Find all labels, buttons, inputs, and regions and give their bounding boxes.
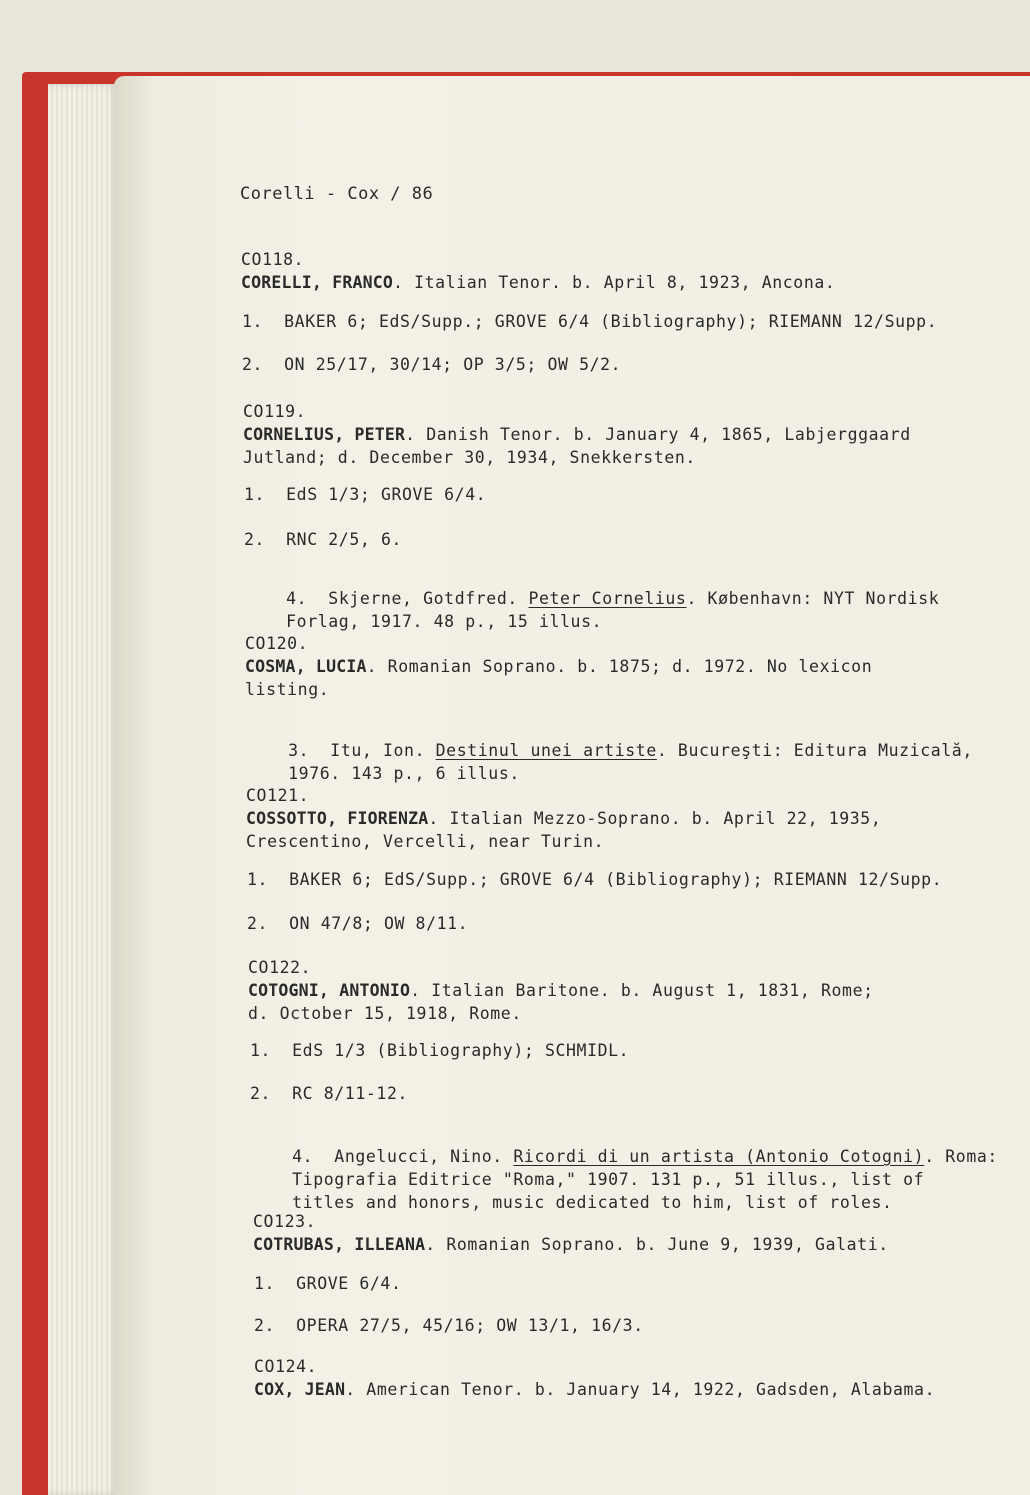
reference-line: 1. EdS 1/3 (Bibliography); SCHMIDL. bbox=[250, 1041, 630, 1060]
page-edges bbox=[48, 84, 120, 1495]
ref-number: 3. bbox=[288, 741, 310, 760]
book-details-cont: titles and honors, music dedicated to him, list of roles. bbox=[292, 1193, 893, 1212]
book-title: Ricordi di un artista (Antonio Cotogni) bbox=[513, 1147, 925, 1166]
entry-id: CO123. bbox=[253, 1212, 317, 1231]
entry-name: COX, JEAN bbox=[254, 1380, 346, 1399]
entry-description-cont: Crescentino, Vercelli, near Turin. bbox=[246, 832, 605, 851]
entry-description: . American Tenor. b. January 14, 1922, Gadsden, Alabama. bbox=[345, 1380, 936, 1399]
reference-line: 2. ON 47/8; OW 8/11. bbox=[247, 914, 469, 933]
entry-description: . Italian Mezzo-Soprano. b. April 22, 1935, bbox=[428, 809, 882, 828]
entry-id: CO118. bbox=[241, 250, 305, 269]
ref-number: 4. bbox=[292, 1147, 314, 1166]
entry-name: COSSOTTO, FIORENZA bbox=[246, 809, 429, 828]
entry-description: . Italian Tenor. b. April 8, 1923, Ancona. bbox=[393, 273, 836, 292]
entry-co122 bbox=[248, 956, 874, 1025]
book-publisher: . København: NYT Nordisk bbox=[686, 589, 940, 608]
book-details: Tipografia Editrice "Roma," 1907. 131 p., 51 illus., list of bbox=[292, 1170, 925, 1189]
book-publisher: . Roma: bbox=[924, 1147, 998, 1166]
running-head: Corelli - Cox / 86 bbox=[240, 184, 434, 204]
book-author: Itu, Ion. bbox=[330, 741, 436, 760]
entry-co119 bbox=[243, 400, 911, 469]
entry-id: CO119. bbox=[243, 402, 307, 421]
entry-id: CO121. bbox=[246, 786, 310, 805]
entry-co118 bbox=[241, 248, 835, 294]
entry-id: CO124. bbox=[254, 1357, 318, 1376]
entry-id: CO120. bbox=[245, 634, 309, 653]
entry-description: . Romanian Soprano. b. 1875; d. 1972. No lexicon bbox=[366, 657, 873, 676]
entry-description: . Romanian Soprano. b. June 9, 1939, Galati. bbox=[425, 1235, 889, 1254]
entry-name: CORELLI, FRANCO bbox=[241, 273, 394, 292]
entry-co120 bbox=[245, 632, 872, 701]
entry-co124 bbox=[254, 1355, 935, 1401]
book-details: Forlag, 1917. 48 p., 15 illus. bbox=[286, 612, 603, 631]
entry-name: COTRUBAS, ILLEANA bbox=[253, 1235, 426, 1254]
reference-line: 1. EdS 1/3; GROVE 6/4. bbox=[244, 485, 487, 504]
entry-name: CORNELIUS, PETER bbox=[243, 425, 406, 444]
entry-description: . Danish Tenor. b. January 4, 1865, Labjerggaard bbox=[405, 425, 911, 444]
ref-number: 4. bbox=[286, 589, 308, 608]
entry-co121 bbox=[246, 784, 881, 853]
reference-line: 2. RC 8/11-12. bbox=[250, 1084, 409, 1103]
entry-description-cont: listing. bbox=[245, 680, 330, 699]
reference-line: 2. ON 25/17, 30/14; OP 3/5; OW 5/2. bbox=[242, 355, 622, 374]
entry-id: CO122. bbox=[248, 958, 312, 977]
book-title: Destinul unei artiste bbox=[435, 741, 657, 760]
book-publisher: . Bucureşti: Editura Muzicală, bbox=[656, 741, 973, 760]
entry-name: COTOGNI, ANTONIO bbox=[248, 981, 411, 1000]
reference-line: 2. RNC 2/5, 6. bbox=[244, 530, 403, 549]
reference-line: 1. GROVE 6/4. bbox=[254, 1274, 402, 1293]
book-author: Angelucci, Nino. bbox=[334, 1147, 514, 1166]
entry-description: . Italian Baritone. b. August 1, 1831, Rome; bbox=[410, 981, 874, 1000]
entry-co123 bbox=[253, 1210, 889, 1256]
entry-description-cont: d. October 15, 1918, Rome. bbox=[248, 1004, 522, 1023]
entry-name: COSMA, LUCIA bbox=[245, 657, 367, 676]
book-author: Skjerne, Gotdfred. bbox=[328, 589, 529, 608]
reference-line: 1. BAKER 6; EdS/Supp.; GROVE 6/4 (Bibliography); RIEMANN 12/Supp. bbox=[242, 312, 938, 331]
book-title: Peter Cornelius bbox=[528, 589, 687, 608]
book-page bbox=[114, 76, 1030, 1495]
reference-line: 1. BAKER 6; EdS/Supp.; GROVE 6/4 (Bibliography); RIEMANN 12/Supp. bbox=[247, 870, 943, 889]
book-details: 1976. 143 p., 6 illus. bbox=[288, 764, 520, 783]
entry-description-cont: Jutland; d. December 30, 1934, Snekkersten. bbox=[243, 448, 696, 467]
reference-line: 2. OPERA 27/5, 45/16; OW 13/1, 16/3. bbox=[254, 1316, 644, 1335]
